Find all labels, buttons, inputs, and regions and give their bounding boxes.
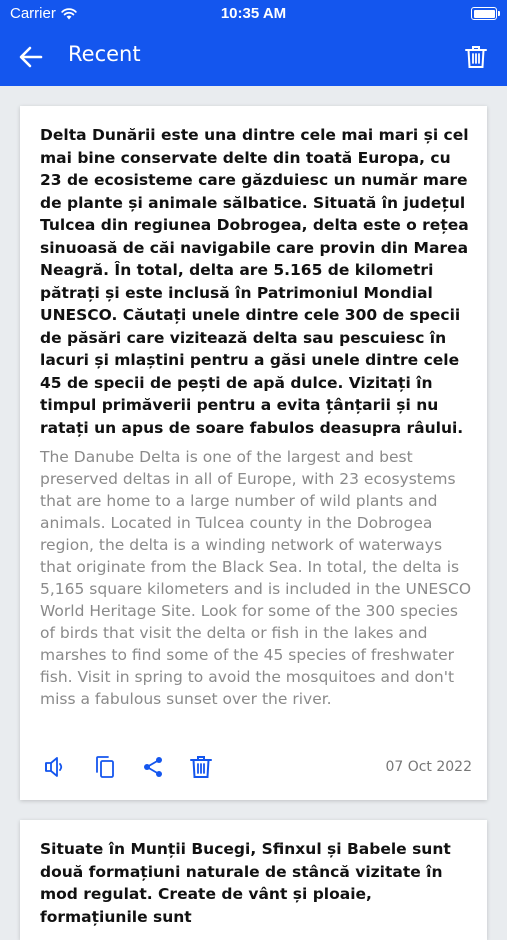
share-button[interactable] — [140, 754, 166, 780]
status-bar — [0, 0, 507, 28]
share-icon — [142, 756, 164, 778]
carrier-label: Carrier — [10, 5, 56, 22]
status-time: 10:35 AM — [220, 5, 287, 22]
navigation-bar — [0, 28, 507, 86]
back-button[interactable] — [14, 40, 48, 74]
trash-icon — [465, 45, 487, 69]
speak-button[interactable] — [42, 754, 68, 780]
card-date: 07 Oct 2022 — [385, 759, 472, 775]
trash-icon — [190, 755, 212, 779]
copy-button[interactable] — [92, 754, 118, 780]
page-title: Recent — [68, 42, 141, 66]
arrow-left-icon — [19, 46, 43, 68]
copy-icon — [94, 755, 116, 779]
app-header — [0, 0, 507, 86]
battery-icon — [471, 7, 497, 20]
history-card — [20, 106, 487, 800]
translation-text: The Danube Delta is one of the largest and best preserved deltas in all of Europe, with 23 ecosystems that are home to a large number of wild plants and animals. Located in Tulcea county in the Dobrogea region, the delta is a winding network of waterways that originate from the Black Sea. In total, the delta is 5,165 square kilometers and is included in the UNESCO World Heritage Site. Look for some of the 300 species of birds that visit the delta or fish in the lakes and marshes to find some of the 45 species of freshwater fish. Visit in spring to avoid the mosquitoes and don't miss a fabulous sunset over the river. — [40, 448, 472, 708]
delete-item-button[interactable] — [188, 754, 214, 780]
source-text: Delta Dunării este una dintre cele mai mari și cel mai bine conservate delte din toată Europa, cu 23 de ecosisteme care găzduiesc un număr mare de plante și animale sălbatice. Situată în județul Tulcea din regiunea Dobrogea, delta este o rețea sinuoasă de căi navigabile care provin din Marea Neagră. În total, delta are 5.165 de kilometri pătrați și este inclusă în Patrimoniul Mondial UNESCO. Căutați unele dintre cele 300 de specii de păsări care vizitează delta sau pescuiesc în lacuri și mlaștini pentru a găsi unele dintre cele 45 de specii de pești de apă dulce. Vizitați în timpul primăverii pentru a evita țânțarii și nu ratați un apus de soare fabulos deasupra râului. — [40, 126, 469, 437]
source-text: Situate în Munții Bucegi, Sfinxul și Babele sunt două formațiuni naturale de stâncă vizitate în mod regulat. Create de vânt și ploaie, formațiunile sunt — [40, 840, 451, 926]
card-actions — [40, 754, 472, 782]
delete-all-button[interactable] — [459, 40, 493, 74]
speaker-icon — [43, 755, 67, 779]
history-card — [20, 820, 487, 940]
